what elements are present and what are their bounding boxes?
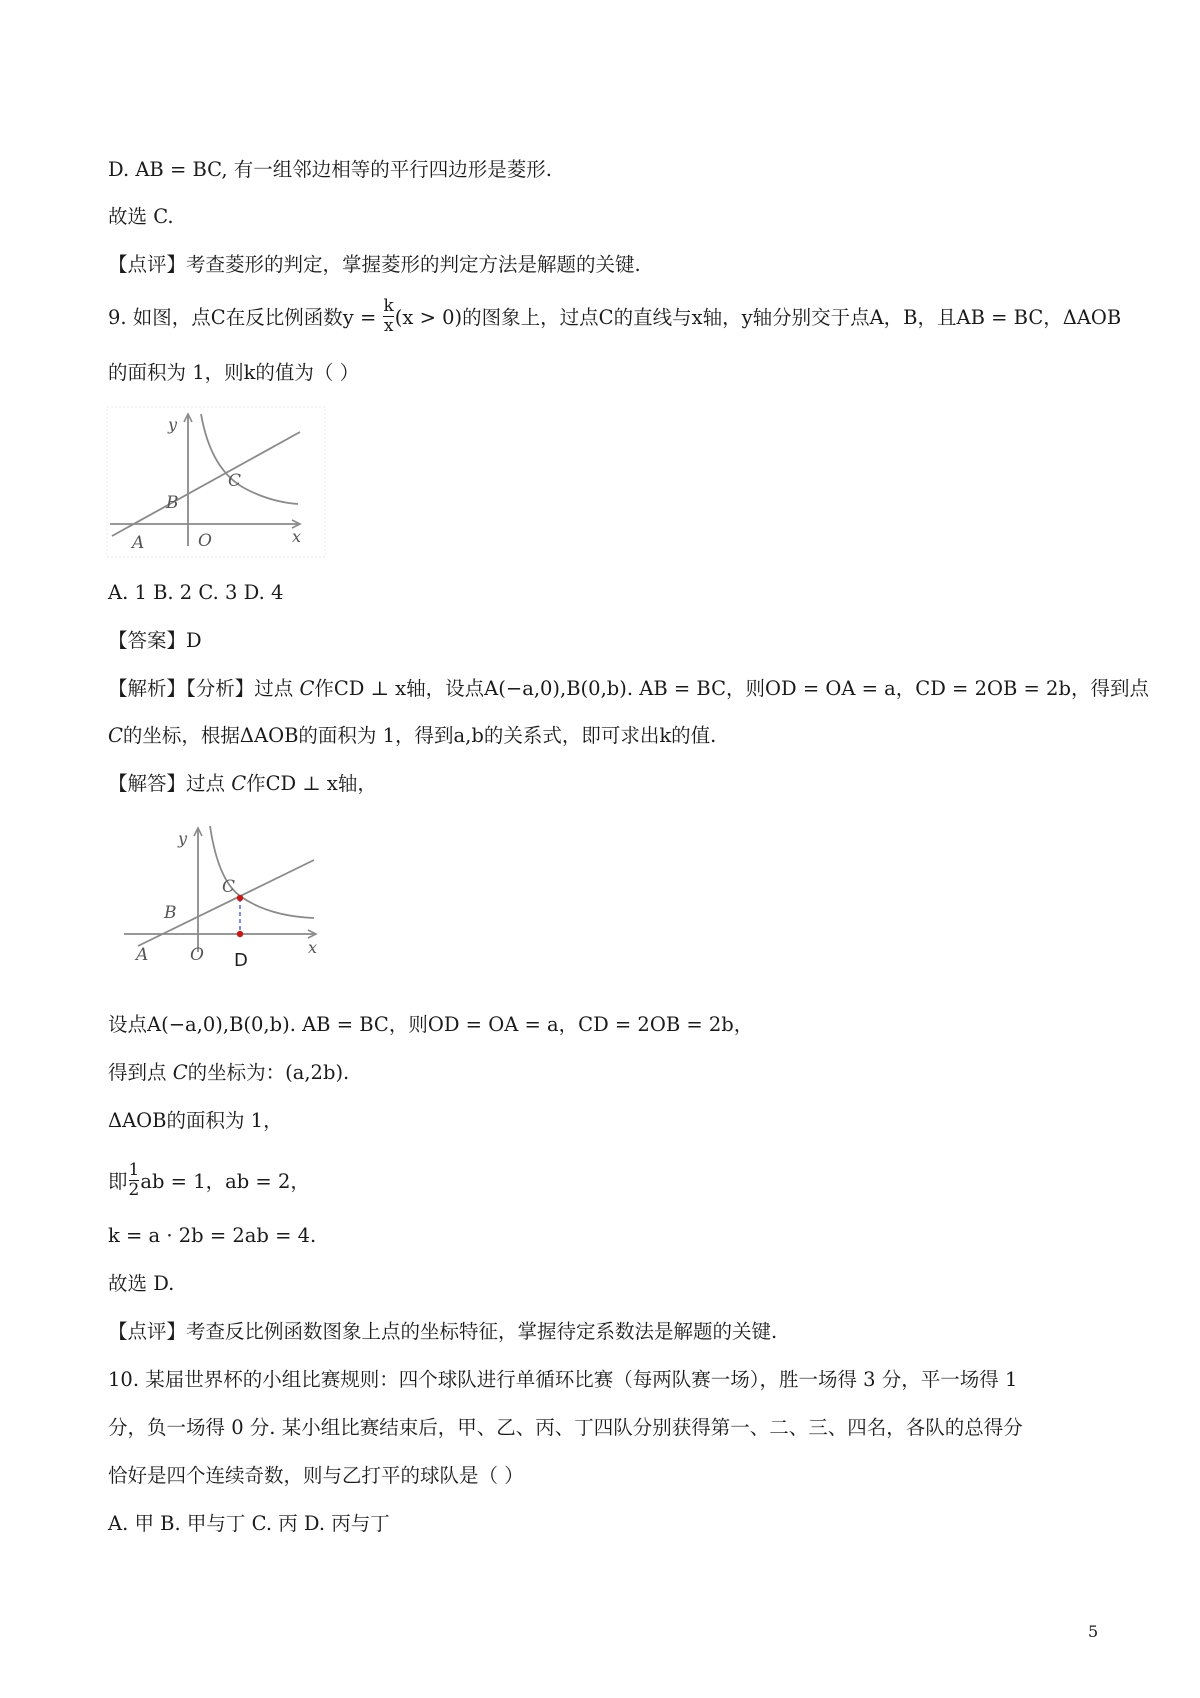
label-y: y	[168, 415, 178, 434]
point-c	[237, 895, 243, 901]
label-a: A	[136, 945, 149, 965]
comment-line: 【点评】考查菱形的判定，掌握菱形的判定方法是解题的关键.	[108, 253, 641, 276]
label-y: y	[178, 829, 188, 848]
fraction-denominator: 2	[128, 1180, 140, 1200]
label-c: C	[228, 471, 242, 491]
solution-step	[108, 1059, 349, 1087]
solution-step: k = a · 2b = 2ab = 4.	[108, 1224, 317, 1247]
analysis-line-2	[108, 722, 716, 750]
solution-text: 【解答】过点	[108, 772, 232, 795]
label-o: O	[198, 531, 212, 551]
point-d	[237, 931, 243, 937]
solution-step: 设点A(−a,0),B(0,b). AB = BC，则OD = OA = a，CD = 2OB = 2b，	[108, 1013, 754, 1036]
fraction-numerator: 1	[128, 1160, 140, 1180]
solution-line	[108, 770, 377, 798]
label-x: x	[308, 938, 318, 957]
answer-options: A. 甲 B. 甲与丁 C. 丙 D. 丙与丁	[108, 1512, 390, 1535]
solution-step: 故选 D.	[108, 1272, 175, 1295]
solution-text: 的坐标为：(a,2b).	[187, 1061, 350, 1084]
variable-c: C	[231, 772, 247, 795]
label-x: x	[292, 527, 302, 546]
analysis-text: 的坐标，根据ΔAOB的面积为 1，得到a,b的关系式，即可求出k的值.	[122, 724, 717, 747]
answer-line: 【答案】D	[108, 629, 202, 652]
solution-text: 即	[108, 1170, 128, 1193]
fraction-k-over-x	[383, 297, 393, 336]
variable-c: C	[108, 724, 123, 747]
question-text: 9. 如图，点C在反比例函数y =	[108, 306, 383, 329]
answer-options: A. 1 B. 2 C. 3 D. 4	[108, 581, 284, 604]
comment-line: 【点评】考查反比例函数图象上点的坐标特征，掌握待定系数法是解题的关键.	[108, 1320, 778, 1343]
label-b: B	[166, 493, 179, 513]
analysis-text: 【解析】【分析】过点	[108, 677, 300, 700]
question-10-continued: 恰好是四个连续奇数，则与乙打平的球队是（ ）	[108, 1464, 524, 1487]
label-d: D	[234, 950, 248, 968]
question-text: (x > 0)的图象上，过点C的直线与x轴，y轴分别交于点A，B，且AB = BC，ΔAOB	[394, 306, 1122, 329]
fraction-numerator: k	[383, 296, 394, 316]
label-a: A	[132, 533, 145, 553]
page-number: 5	[1088, 1622, 1099, 1641]
variable-c: C	[172, 1061, 188, 1084]
label-o: O	[190, 945, 204, 965]
analysis-text: 作CD ⊥ x轴，设点A(−a,0),B(0,b). AB = BC，则OD = OA = a，CD = 2OB = 2b，得到点	[314, 677, 1149, 700]
solution-figure	[118, 820, 330, 968]
text-line: D. AB = BC, 有一组邻边相等的平行四边形是菱形.	[108, 158, 552, 181]
analysis-line	[108, 675, 1149, 703]
question-10: 10. 某届世界杯的小组比赛规则：四个球队进行单循环比赛（每两队赛一场），胜一场得 3 分，平一场得 1	[108, 1368, 1018, 1391]
question-9-continued: 的面积为 1，则k的值为（ ）	[108, 361, 360, 384]
fraction-denominator: x	[383, 316, 394, 336]
fraction-one-half	[129, 1161, 140, 1200]
solution-step: ΔAOB的面积为 1，	[108, 1109, 283, 1132]
question-10-continued: 分，负一场得 0 分. 某小组比赛结束后，甲、乙、丙、丁四队分别获得第一、二、三、四名，各队的总得分	[108, 1416, 1023, 1439]
hyperbola-figure	[106, 406, 328, 560]
solution-text: 得到点	[108, 1061, 173, 1084]
solution-text: 作CD ⊥ x轴，	[246, 772, 377, 795]
label-c: C	[222, 877, 236, 897]
hyperbola-curve	[210, 826, 314, 918]
label-b: B	[164, 903, 177, 923]
line-ab	[112, 432, 300, 536]
variable-c: C	[299, 677, 315, 700]
solution-text: ab = 1，ab = 2，	[140, 1170, 310, 1193]
solution-step	[108, 1160, 310, 1202]
question-9	[108, 296, 1122, 338]
text-line: 故选 C.	[108, 205, 174, 228]
